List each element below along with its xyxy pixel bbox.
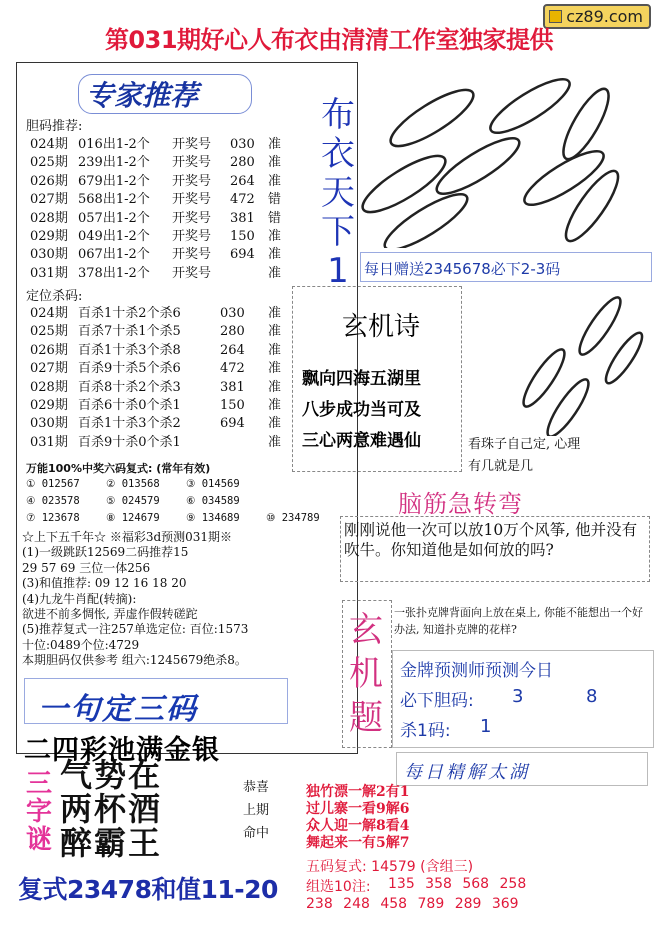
note-line: (3)和值推荐: 09 12 16 18 20 — [22, 576, 187, 591]
dan-row — [30, 246, 350, 264]
six-codes-grid — [26, 476, 336, 527]
dan-cell-result: 准 — [268, 137, 282, 152]
six-code: ② 013568 — [106, 478, 160, 490]
brain-title: 脑筋急转弯 — [398, 490, 523, 518]
dan-cell-result: 准 — [268, 173, 282, 189]
sanzi-poem — [60, 758, 230, 860]
xuanji-ti-frame — [342, 600, 392, 748]
pos-cell-result: 准 — [268, 379, 282, 395]
watermark-text: cz89.com — [566, 7, 643, 26]
dan-cell-num: 280 — [230, 155, 255, 171]
poem-line: 气势在 — [60, 756, 163, 794]
dan-row — [30, 228, 350, 246]
congrats-block — [236, 776, 276, 845]
sha-value: 1 — [480, 716, 492, 737]
taihu-frame — [396, 752, 648, 786]
dan-table — [30, 136, 350, 283]
xuanji-title: 玄机诗 — [342, 312, 421, 342]
dan-cell-period: 025期 — [30, 155, 68, 171]
sha-label: 杀1码: — [400, 721, 451, 741]
dan-heading: 胆码推荐: — [26, 119, 83, 134]
dan-row — [30, 154, 350, 172]
pos-cell-period: 025期 — [30, 324, 68, 340]
dan-cell-num: 150 — [230, 228, 255, 244]
pos-cell-pick: 百杀1十杀3个杀2 — [78, 416, 181, 432]
six-codes-row — [26, 476, 336, 493]
pos-cell-num: 264 — [220, 342, 245, 358]
pos-cell-period: 024期 — [30, 306, 68, 321]
note-line: 29 57 69 三位一体256 — [22, 560, 151, 575]
xuanji-ti-char: 题 — [349, 698, 383, 738]
six-codes-title: 万能100%中奖六码复式: (常年有效) — [26, 462, 211, 475]
pos-cell-num: 030 — [220, 306, 245, 321]
yiju-title: 一句定三码 — [38, 692, 198, 727]
dan-cell-period: 030期 — [30, 247, 68, 263]
wuma-line: 五码复式: 14579 (含组三) — [306, 859, 474, 875]
six-code: ⑦ 123678 — [26, 512, 80, 524]
congrats-line: 命中 — [242, 826, 269, 841]
taihu-lines — [306, 784, 526, 852]
dan-row — [30, 136, 350, 154]
pos-cell-pick: 百杀1十杀3个杀8 — [78, 342, 181, 358]
xuanji-poem — [302, 364, 462, 457]
pearl-text — [468, 434, 654, 478]
dan-cell-pick: 568出1-2个 — [78, 192, 150, 208]
dan-cell-num: 030 — [230, 137, 255, 152]
daily-gift: 每日赠送2345678必下2-3码 — [364, 260, 561, 278]
pos-cell-result: 准 — [268, 324, 282, 340]
taihu-line: 众人迎一解8看4 — [306, 818, 410, 834]
six-codes-row — [26, 493, 336, 510]
big-number-graphic — [360, 66, 646, 248]
taihu-line: 舞起来一有5解7 — [306, 835, 410, 851]
six-code: ⑤ 024579 — [106, 495, 160, 507]
six-code: ⑥ 034589 — [186, 495, 240, 507]
pos-cell-pick: 百杀9十杀5个杀6 — [78, 361, 181, 377]
six-code: ⑧ 124679 — [106, 512, 160, 524]
pos-cell-period: 029期 — [30, 397, 68, 413]
dan-cell-label: 开奖号 — [172, 155, 212, 171]
pos-cell-num: 694 — [220, 416, 245, 432]
zuxuan-label: 组选10注: — [306, 879, 371, 895]
note-line: 欲进不前多惆怅, 弄虚作假转磋跎 — [22, 607, 198, 622]
slogan: 二四彩池满金银 — [24, 735, 220, 766]
pearl-line: 有几就是几 — [468, 459, 534, 474]
dan-cell-period: 029期 — [30, 228, 68, 244]
note-line: 本期胆码仅供参考 组六:1245679绝杀8。 — [22, 653, 247, 668]
zuxuan-line-1: 135 358 568 258 — [388, 876, 527, 892]
pos-cell-result: 准 — [268, 397, 282, 413]
buyi-vertical — [316, 96, 360, 291]
pos-cell-period: 031期 — [30, 434, 68, 450]
dan-cell-label: 开奖号 — [172, 192, 212, 208]
pos-cell-num: 150 — [220, 397, 245, 413]
dan-cell-label: 开奖号 — [172, 173, 212, 189]
dan-cell-label: 开奖号 — [172, 247, 212, 263]
dan-cell-result: 准 — [268, 247, 282, 263]
note-line: (5)推荐复式一注257单选定位: 百位:1573 — [22, 622, 249, 637]
dan-cell-num: 472 — [230, 192, 255, 208]
page-title: 第031期好心人布衣由清清工作室独家提供 — [104, 26, 554, 54]
pos-cell-pick: 百杀1十杀2个杀6 — [78, 306, 181, 321]
bidan-label: 必下胆码: — [400, 691, 474, 711]
dan-row — [30, 265, 350, 283]
dan-cell-pick: 239出1-2个 — [78, 155, 150, 171]
note-line: ☆上下五千年☆ ※福彩3d预测031期※ — [22, 530, 233, 544]
dan-cell-result: 准 — [268, 228, 282, 244]
six-code: ① 012567 — [26, 478, 80, 490]
buyi-char: 1 — [327, 251, 349, 291]
dan-cell-pick: 679出1-2个 — [78, 173, 150, 189]
congrats-line: 恭喜 — [242, 780, 269, 795]
bidan-value-2: 8 — [586, 686, 598, 707]
pos-cell-num: 472 — [220, 361, 245, 377]
pos-cell-result: 准 — [268, 342, 282, 358]
pos-cell-pick: 百杀7十杀1个杀5 — [78, 324, 181, 340]
pos-cell-result: 准 — [268, 361, 282, 377]
dan-cell-label: 开奖号 — [172, 210, 212, 226]
pos-cell-pick: 百杀6十杀0个杀1 — [78, 397, 181, 413]
six-codes-row — [26, 510, 336, 527]
pos-cell-pick: 百杀8十杀2个杀3 — [78, 379, 181, 395]
xuanji-ti-char: 机 — [349, 654, 383, 694]
taihu-line: 过儿寨一看9解6 — [306, 801, 410, 817]
note-line: (1)一级跳跃12569二码推荐15 — [22, 545, 189, 560]
yiju-frame — [24, 678, 288, 724]
pos-cell-period: 028期 — [30, 379, 68, 395]
taihu-line: 独竹漂一解2有1 — [306, 784, 410, 800]
pos-cell-result: 准 — [268, 306, 282, 321]
dan-cell-num: 264 — [230, 173, 255, 189]
pos-cell-num: 381 — [220, 379, 245, 395]
pos-cell-result: 准 — [268, 434, 282, 450]
gold-title: 金牌预测师预测今日 — [400, 661, 553, 681]
xuanji-line: 八步成功当可及 — [302, 400, 421, 420]
pos-cell-num: 280 — [220, 324, 245, 340]
six-code: ④ 023578 — [26, 495, 80, 507]
pos-cell-result: 准 — [268, 416, 282, 432]
expert-heading-frame — [78, 74, 252, 114]
buyi-char: 衣 — [321, 134, 355, 174]
bidan-value-1: 3 — [512, 686, 524, 707]
dan-cell-pick: 067出1-2个 — [78, 247, 150, 263]
dan-cell-result: 准 — [268, 155, 282, 171]
dan-cell-pick: 378出1-2个 — [78, 265, 150, 281]
dan-cell-pick: 016出1-2个 — [78, 137, 150, 152]
dan-cell-num: 381 — [230, 210, 255, 226]
buyi-char: 布 — [321, 95, 355, 135]
dan-cell-label: 开奖号 — [172, 137, 212, 152]
dan-cell-result: 错 — [268, 210, 282, 226]
poem-line: 醉霸王 — [60, 824, 163, 862]
pearl-line: 看珠子自己定, 心理 — [468, 437, 581, 452]
brain-frame — [340, 516, 650, 582]
pos-cell-pick: 百杀9十杀0个杀1 — [78, 434, 181, 450]
pos-cell-period: 030期 — [30, 416, 68, 432]
xuanji-line: 三心两意难遇仙 — [302, 431, 421, 451]
sanzi-title: 三字谜 — [25, 769, 52, 855]
six-code: ⑩ 234789 — [266, 512, 320, 524]
dan-cell-pick: 049出1-2个 — [78, 228, 150, 244]
notes-block — [22, 530, 352, 669]
dan-row — [30, 191, 350, 209]
pos-cell-period: 027期 — [30, 361, 68, 377]
pos-cell-period: 026期 — [30, 342, 68, 358]
dan-cell-num: 694 — [230, 247, 255, 263]
poem-line: 两杯酒 — [60, 790, 163, 828]
pearls-graphic — [500, 296, 650, 436]
congrats-line: 上期 — [242, 803, 269, 818]
expert-heading: 专家推荐 — [86, 79, 199, 112]
dan-cell-label: 开奖号 — [172, 228, 212, 244]
six-code: ③ 014569 — [186, 478, 240, 490]
daily-gift-frame — [360, 252, 652, 282]
buyi-char: 天 — [321, 173, 355, 213]
taihu-title: 每日精解太湖 — [404, 762, 530, 783]
dan-cell-period: 026期 — [30, 173, 68, 189]
zuxuan-line-2: 238 248 458 789 289 369 — [306, 896, 519, 912]
dan-cell-result: 准 — [268, 265, 282, 281]
dan-cell-period: 027期 — [30, 192, 68, 208]
poker-text: 一张扑克牌背面向上放在桌上, 你能不能想出一个好办法, 知道扑克牌的花样? — [394, 606, 643, 636]
dan-cell-period: 028期 — [30, 210, 68, 226]
dan-cell-label: 开奖号 — [172, 265, 212, 281]
buyi-char: 下 — [321, 212, 355, 252]
note-line: 十位:0489个位:4729 — [22, 637, 140, 652]
dan-row — [30, 173, 350, 191]
pos-heading: 定位杀码: — [26, 289, 83, 304]
xuanji-ti-char: 玄 — [349, 610, 383, 650]
dan-cell-result: 错 — [268, 192, 282, 208]
xuanji-line: 飘向四海五湖里 — [302, 369, 421, 389]
dan-cell-period: 024期 — [30, 137, 68, 152]
note-line: (4)九龙牛肖配(转摘): — [22, 591, 137, 606]
dan-row — [30, 210, 350, 228]
six-code: ⑨ 134689 — [186, 512, 240, 524]
dan-cell-pick: 057出1-2个 — [78, 210, 150, 226]
dan-cell-period: 031期 — [30, 265, 68, 281]
brain-text: 刚刚说他一次可以放10万个风筝, 他并没有吹牛。你知道他是如何放的吗? — [344, 521, 638, 559]
fushi-line: 复式23478和值11-20 — [18, 875, 278, 904]
